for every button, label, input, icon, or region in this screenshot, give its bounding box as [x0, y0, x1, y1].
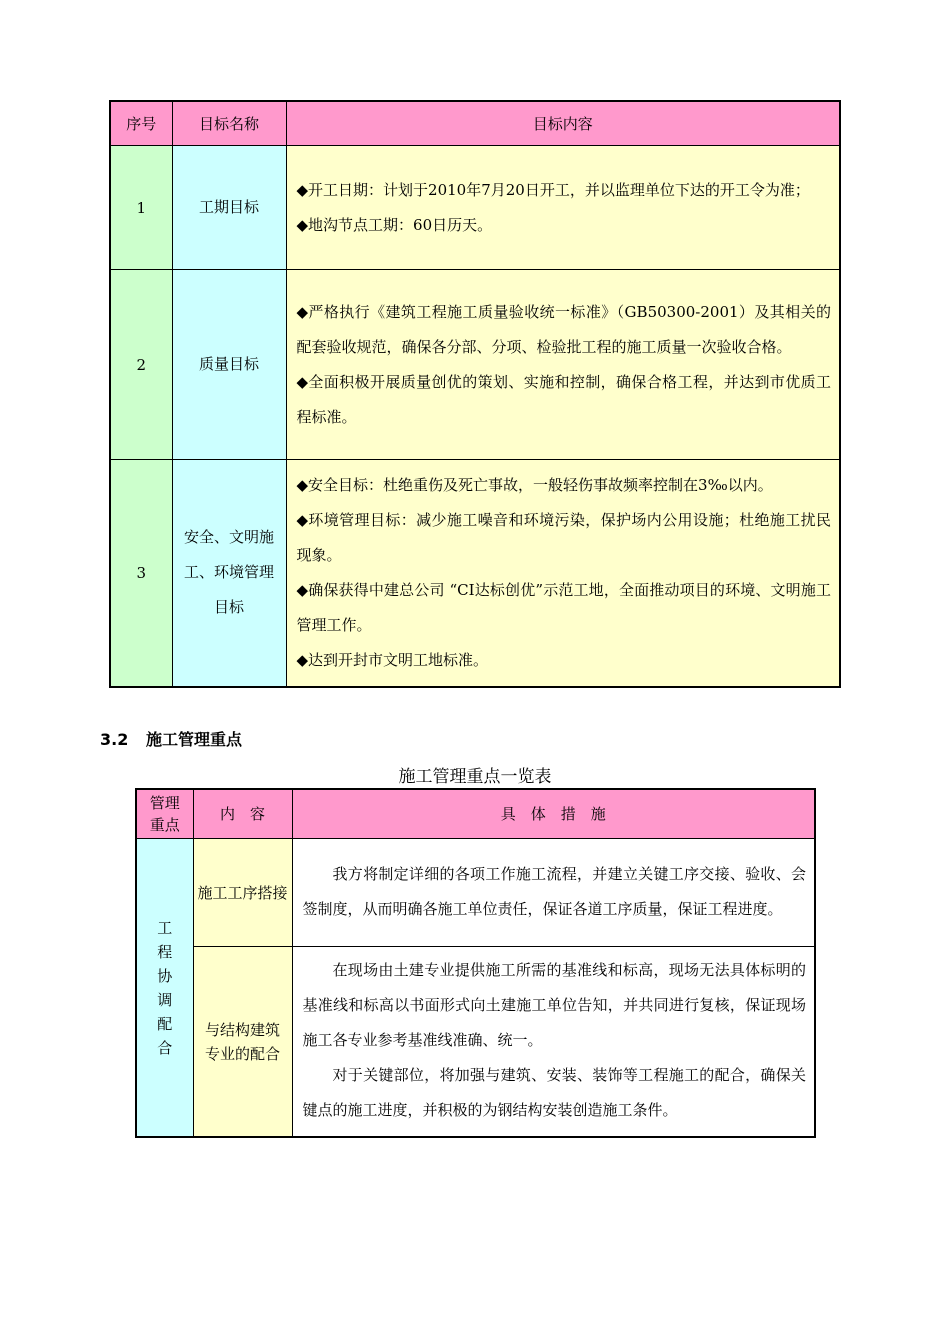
row-content — [286, 146, 840, 270]
section-number: 3.2 — [100, 730, 129, 749]
management-table — [135, 788, 816, 1138]
table-row — [110, 460, 840, 687]
desc-paragraph: 对于关键部位，将加强与建筑、安装、装饰等工程施工的配合，确保关键点的施工进度，并积极的为钢结构安装创造施工条件。 — [302, 1066, 806, 1119]
goals-header-row — [110, 101, 840, 146]
row-item — [193, 947, 292, 1138]
content-item: ◆安全目标：杜绝重伤及死亡事故，一般轻伤事故频率控制在3‰以内。 — [296, 475, 773, 494]
table-row — [110, 270, 840, 460]
row-desc — [292, 839, 815, 947]
row-seq: 1 — [110, 146, 172, 270]
table-row — [136, 947, 815, 1138]
row-desc — [292, 947, 815, 1138]
section-title: 施工管理重点 — [146, 730, 243, 749]
section-heading — [100, 727, 242, 750]
row-name: 质量目标 — [172, 270, 286, 460]
header-seq: 序号 — [110, 101, 172, 146]
table-caption: 施工管理重点一览表 — [398, 767, 552, 787]
content-item: ◆地沟节点工期：60日历天。 — [296, 215, 493, 234]
row-seq: 3 — [110, 460, 172, 687]
desc-paragraph: 在现场由土建专业提供施工所需的基准线和标高，现场无法具体标明的基准线和标高以书面形式向土建施工单位告知，并共同进行复核，保证现场施工各专业参考基准线准确、统一。 — [302, 961, 806, 1049]
row-name: 安全、文明施工、环境管理目标 — [172, 460, 286, 687]
content-item: ◆严格执行《建筑工程施工质量验收统一标准》（GB50300-2001）及其相关的配套验收规范，确保各分部、分项、检验批工程的施工质量一次验收合格。 — [296, 302, 831, 356]
content-item: ◆确保获得中建总公司 “CI达标创优”示范工地，全面推动项目的环境、文明施工管理工作。 — [296, 580, 831, 634]
header-key — [136, 789, 193, 839]
header-measures: 具 体 措 施 — [292, 789, 815, 839]
content-item: ◆全面积极开展质量创优的策划、实施和控制，确保合格工程，并达到市优质工程标准。 — [296, 372, 831, 426]
table-row — [110, 146, 840, 270]
row-item-text: 与结构建筑专业的配合 — [204, 1020, 280, 1063]
row-name: 工期目标 — [172, 146, 286, 270]
row-content — [286, 460, 840, 687]
content-item: ◆环境管理目标：减少施工噪音和环境污染，保护场内公用设施；杜绝施工扰民现象。 — [296, 510, 831, 564]
row-item: 施工工序搭接 — [193, 839, 292, 947]
category-cell — [136, 839, 193, 1138]
header-key-text: 管理重点 — [149, 794, 180, 834]
content-item: ◆达到开封市文明工地标准。 — [296, 650, 489, 669]
desc-paragraph: 我方将制定详细的各项工作施工流程，并建立关键工序交接、验收、会签制度，从而明确各施工单位责任，保证各道工序质量，保证工程进度。 — [302, 864, 806, 918]
goals-table — [109, 100, 841, 688]
header-content: 目标内容 — [286, 101, 840, 146]
content-item: ◆开工日期：计划于2010年7月20日开工，并以监理单位下达的开工令为准； — [296, 180, 810, 199]
header-name: 目标名称 — [172, 101, 286, 146]
row-content — [286, 270, 840, 460]
mgmt-header-row — [136, 789, 815, 839]
table-row — [136, 839, 815, 947]
category-text: 工程协调配合 — [157, 918, 173, 1057]
row-seq: 2 — [110, 270, 172, 460]
header-content: 内 容 — [193, 789, 292, 839]
